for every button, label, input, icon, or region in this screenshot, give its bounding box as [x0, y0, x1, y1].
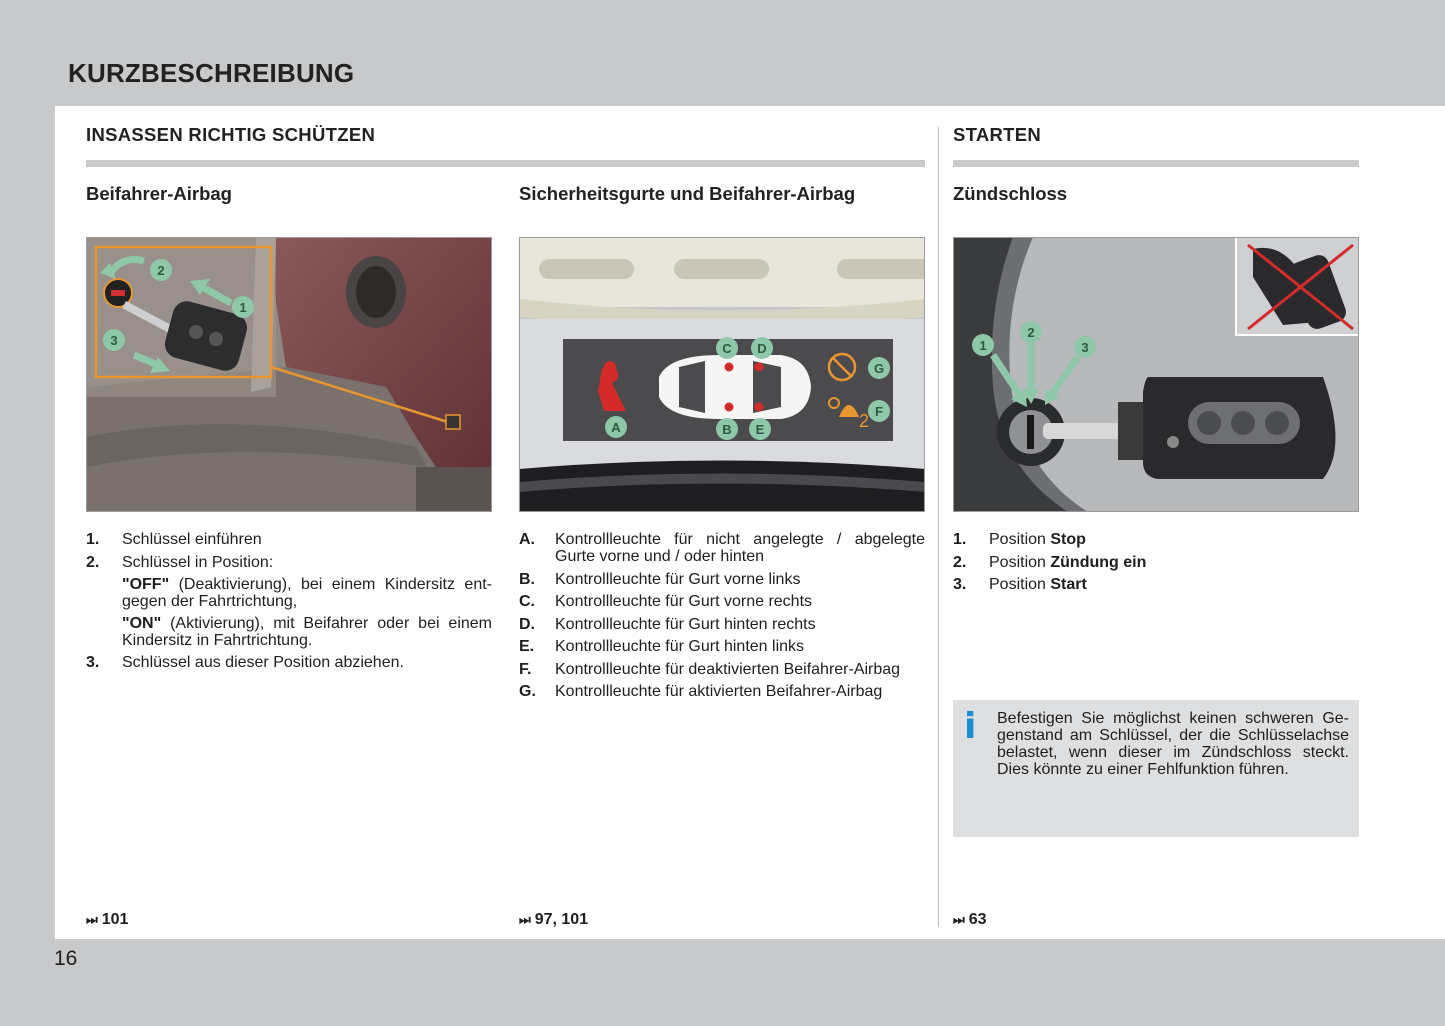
page-reference-ignition[interactable]	[953, 911, 987, 929]
page-number: 16	[54, 947, 78, 970]
figure-label: F	[875, 404, 883, 419]
list-item	[953, 576, 1359, 593]
figure-ignition	[953, 237, 1359, 512]
section-rule-start	[953, 160, 1359, 167]
info-text: Befestigen Sie möglichst keinen schweren Gegenstand am Schlüssel, der die Schlüsselachse belastet, wenn dieser im Zündschloss steckt. Dies könnte zu einer Fehlfunktion führen.	[997, 710, 1349, 778]
item-number: 3.	[86, 654, 100, 671]
list-item	[519, 531, 925, 565]
item-prefix: Position	[989, 553, 1051, 571]
off-description	[122, 576, 492, 610]
item-number: 1.	[86, 531, 100, 548]
figure-label: 3	[1081, 340, 1089, 355]
reference-icon: ⏭	[519, 912, 531, 927]
item-letter: A.	[519, 531, 535, 548]
figure-label: 3	[110, 333, 118, 348]
list-item	[519, 638, 925, 655]
item-letter: E.	[519, 638, 535, 655]
figure-label: C	[722, 341, 732, 356]
figure-label: B	[722, 422, 732, 437]
subtitle-ignition: Zündschloss	[953, 183, 1068, 204]
item-text: Kontrollleuchte für Gurt vorne rechts	[555, 593, 813, 610]
off-label: "OFF"	[122, 575, 170, 593]
figure-airbag-switch	[86, 237, 492, 512]
item-text: Schlüssel einführen	[122, 531, 262, 548]
figure-label: A	[611, 420, 621, 435]
item-number: 1.	[953, 531, 967, 548]
ignition-positions	[953, 531, 1359, 599]
list-item	[86, 654, 492, 671]
column-divider	[938, 127, 939, 927]
item-value: Stop	[1050, 531, 1086, 548]
section-title-start: STARTEN	[953, 124, 1042, 145]
reference-icon: ⏭	[86, 912, 98, 927]
list-item	[519, 683, 925, 700]
item-text: Schlüssel in Position:	[122, 553, 274, 571]
list-item	[519, 593, 925, 610]
item-number: 2.	[86, 553, 100, 571]
figure-label: E	[755, 422, 765, 437]
item-text: Kontrollleuchte für Gurt hinten rechts	[555, 615, 816, 633]
section-title-protect: INSASSEN RICHTIG SCHÜTZEN	[86, 124, 376, 145]
belt-legend	[519, 531, 925, 706]
on-description	[122, 615, 492, 649]
item-value: Start	[1050, 576, 1087, 593]
info-icon: i	[964, 706, 977, 747]
section-rule-protect	[86, 160, 925, 167]
item-text: Kontrollleuchte für Gurt hinten links	[555, 638, 805, 655]
reference-page: 63	[968, 911, 987, 928]
page-title: KURZBESCHREIBUNG	[68, 58, 355, 88]
svg-text:2: 2	[859, 411, 870, 431]
item-text: Kontrollleuchte für deaktivierten Beifahrer-Airbag	[555, 660, 901, 678]
figure-belt-display	[519, 237, 925, 512]
item-letter: G.	[519, 683, 536, 700]
reference-icon: ⏭	[953, 912, 965, 927]
on-label: "ON"	[122, 614, 162, 632]
item-letter: C.	[519, 593, 535, 610]
subtitle-airbag: Beifahrer-Airbag	[86, 183, 232, 204]
figure-label: 1	[239, 300, 247, 315]
list-item	[86, 554, 492, 649]
off-text: (Deaktivierung), bei einem Kindersitz entgegen der Fahrtrichtung,	[122, 575, 492, 610]
page-reference-airbag[interactable]	[86, 911, 128, 929]
figure-label: 2	[1027, 325, 1035, 340]
item-number: 3.	[953, 576, 967, 593]
figure-label: 2	[157, 263, 165, 278]
list-item	[953, 531, 1359, 548]
item-prefix: Position	[989, 531, 1051, 548]
item-number: 2.	[953, 553, 967, 571]
item-letter: D.	[519, 615, 535, 633]
list-item	[519, 571, 925, 588]
list-item	[519, 661, 925, 678]
page-reference-belts[interactable]	[519, 911, 588, 929]
item-prefix: Position	[989, 576, 1051, 593]
item-text: Schlüssel aus dieser Position abziehen.	[122, 654, 404, 671]
figure-label: D	[757, 341, 767, 356]
item-text: Kontrollleuchte für aktivierten Beifahrer-Airbag	[555, 683, 883, 700]
reference-page: 97, 101	[534, 911, 589, 928]
item-letter: F.	[519, 660, 532, 678]
on-text: (Aktivierung), mit Beifahrer oder bei einem Kindersitz in Fahrtrichtung.	[122, 614, 492, 649]
subtitle-belts: Sicherheitsgurte und Beifahrer-Airbag	[519, 183, 856, 204]
info-box	[953, 700, 1359, 837]
item-value: Zündung ein	[1050, 553, 1147, 571]
list-item	[519, 616, 925, 633]
airbag-steps	[86, 531, 492, 677]
item-text: Kontrollleuchte für nicht angelegte / abgelegte Gurte vorne und / oder hinten	[555, 531, 925, 565]
figure-label: G	[873, 361, 885, 376]
figure-label: 1	[979, 338, 987, 353]
list-item	[86, 531, 492, 548]
reference-page: 101	[101, 911, 129, 928]
item-letter: B.	[519, 570, 535, 588]
item-text: Kontrollleuchte für Gurt vorne links	[555, 570, 801, 588]
list-item	[953, 554, 1359, 571]
